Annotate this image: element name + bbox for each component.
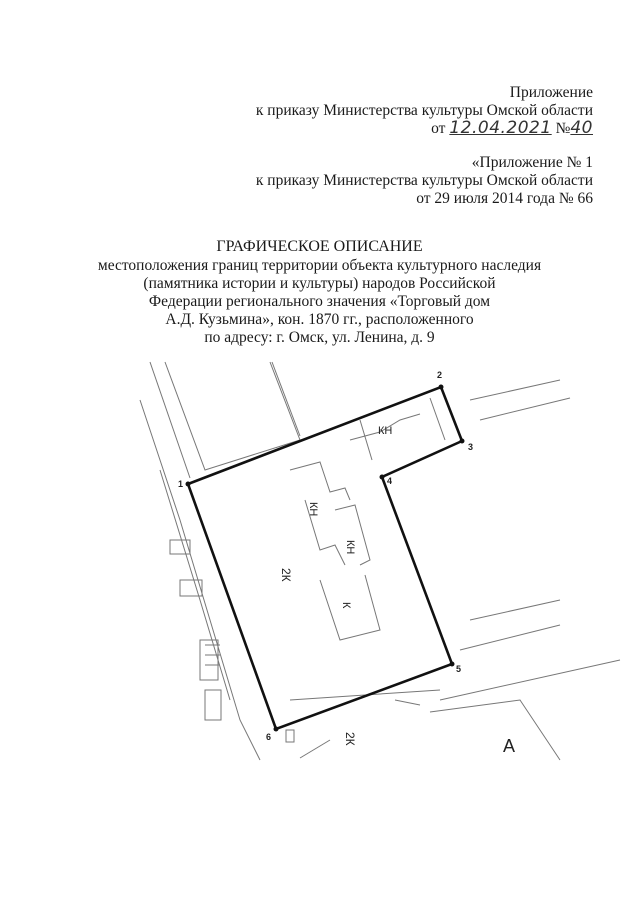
prev-annex-order-line: к приказу Министерства культуры Омской области (255, 172, 593, 189)
point-number-6: 6 (266, 732, 272, 742)
boundary (178, 370, 515, 756)
title-line-5: по адресу: г. Омск, ул. Ленина, д. 9 (204, 329, 435, 346)
handwritten-date: 12.04.2021 (449, 118, 552, 138)
annex-date-line (431, 119, 593, 138)
boundary-point-1 (186, 482, 191, 487)
boundary-point-4 (380, 475, 385, 480)
label-kn-mid: КН (344, 540, 356, 555)
label-2k-bottom: 2К (343, 732, 357, 746)
annex-title: Приложение (509, 84, 593, 101)
from-label: от (431, 120, 446, 137)
boundary-point-5 (450, 662, 455, 667)
title-line-1: местоположения границ территории объекта культурного наследия (97, 257, 542, 274)
prev-annex-date-line: от 29 июля 2014 года № 66 (416, 190, 593, 207)
boundary-point-6 (274, 727, 279, 732)
label-kn-left: КН (307, 502, 319, 517)
label-k: К (340, 602, 352, 609)
number-label: № (555, 120, 571, 137)
point-number-4: 4 (387, 476, 393, 486)
label-kn-top: КН (378, 425, 393, 437)
handwritten-number: 40 (570, 118, 593, 138)
point-number-3: 3 (468, 442, 474, 452)
annex-order-line: к приказу Министерства культуры Омской области (255, 102, 593, 119)
point-number-5: 5 (456, 664, 462, 674)
prev-annex-title: «Приложение № 1 (471, 154, 593, 171)
map-linework (140, 362, 620, 760)
boundary-point-2 (439, 385, 444, 390)
site-plan (0, 355, 639, 765)
point-number-1: 1 (178, 479, 184, 489)
label-street: А (503, 736, 516, 756)
title-line-3: Федерации регионального значения «Торговый дом (148, 293, 491, 310)
label-2k-main: 2К (279, 568, 293, 582)
title-line-2: (памятника истории и культуры) народов Российской (143, 275, 496, 292)
point-number-2: 2 (437, 370, 443, 380)
title-line-4: А.Д. Кузьмина», кон. 1870 гг., расположенного (165, 311, 474, 328)
document-heading: ГРАФИЧЕСКОЕ ОПИСАНИЕ (216, 238, 423, 255)
boundary-polygon (188, 387, 462, 729)
boundary-point-3 (460, 439, 465, 444)
